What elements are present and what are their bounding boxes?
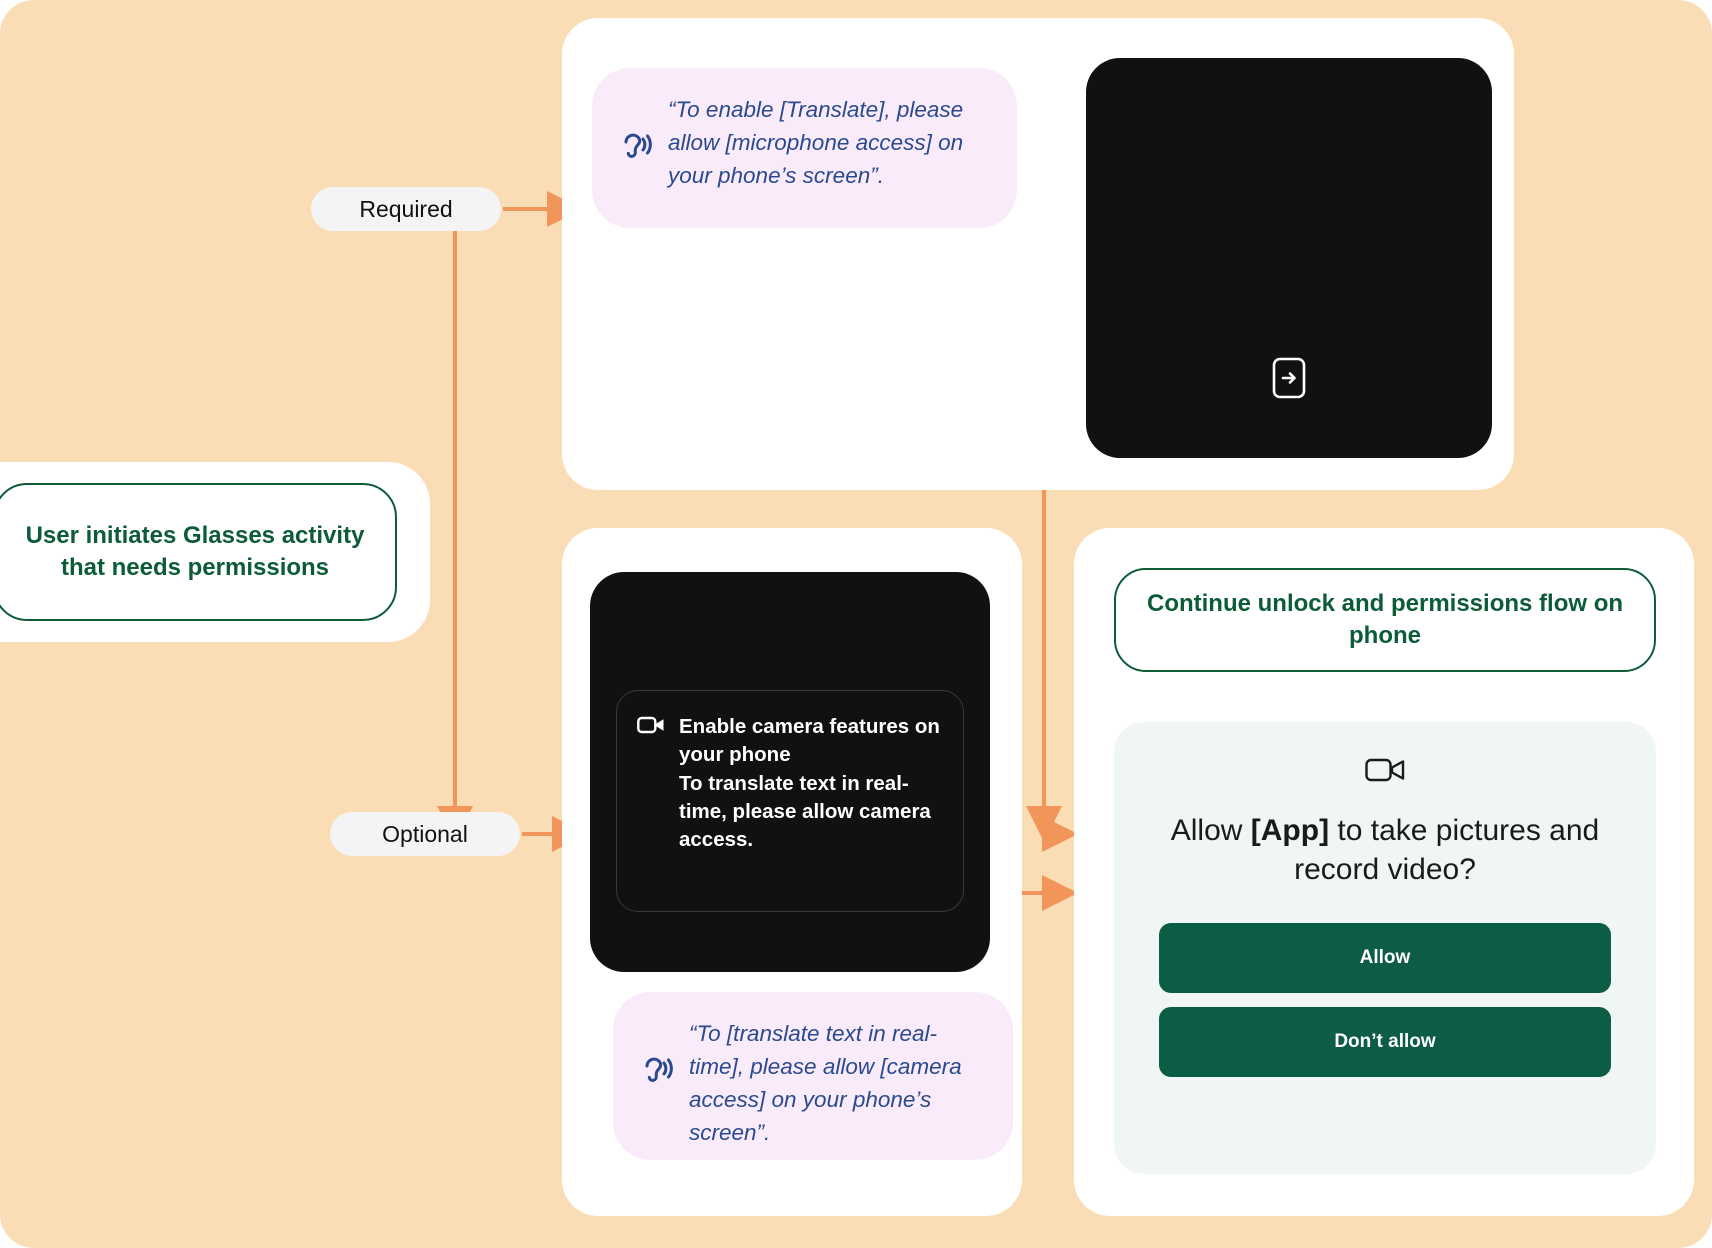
phone-flow-header: [1114, 568, 1656, 672]
video-camera-icon: [637, 715, 665, 911]
question-prefix: Allow: [1170, 814, 1251, 847]
branch-pill-required-label: Required: [359, 195, 453, 222]
start-node-container: [0, 462, 430, 642]
glasses-camera-text: [679, 713, 943, 911]
microphone-caption-bubble: [592, 68, 1017, 228]
start-node-label: User initiates Glasses activity that needs permissions: [25, 522, 365, 581]
branch-pill-optional-label: Optional: [382, 820, 468, 847]
branch-pill-required[interactable]: [311, 187, 501, 231]
glasses-camera-title: Enable camera features on your phone: [679, 715, 940, 766]
question-suffix: to take pictures and record video?: [1294, 814, 1600, 886]
glasses-lock-screen: [1086, 58, 1492, 458]
branch-pill-optional[interactable]: [330, 812, 520, 856]
hearing-icon: [635, 1052, 679, 1097]
question-app-token: [App]: [1250, 814, 1330, 847]
phone-flow-header-label: Continue unlock and permissions flow on phone: [1146, 589, 1624, 649]
start-node: [0, 483, 397, 621]
allow-button[interactable]: Allow: [1159, 923, 1611, 993]
glasses-camera-screen: [590, 572, 990, 972]
video-camera-icon: [1365, 756, 1405, 789]
glasses-camera-body: To translate text in real-time, please allow camera access.: [679, 772, 931, 851]
unlock-phone-icon: [1272, 357, 1306, 404]
camera-caption-bubble: [613, 992, 1013, 1160]
phone-permission-question: [1146, 811, 1624, 889]
hearing-icon: [614, 128, 658, 173]
glasses-camera-notification: [616, 690, 964, 912]
camera-caption-text: “To [translate text in real-time], please allow [camera access] on your phone’s screen”.: [689, 1021, 962, 1145]
microphone-caption-text: “To enable [Translate], please allow [microphone access] on your phone’s screen”.: [668, 97, 964, 188]
phone-permission-dialog: [1114, 722, 1656, 1174]
dont-allow-button[interactable]: Don’t allow: [1159, 1007, 1611, 1077]
